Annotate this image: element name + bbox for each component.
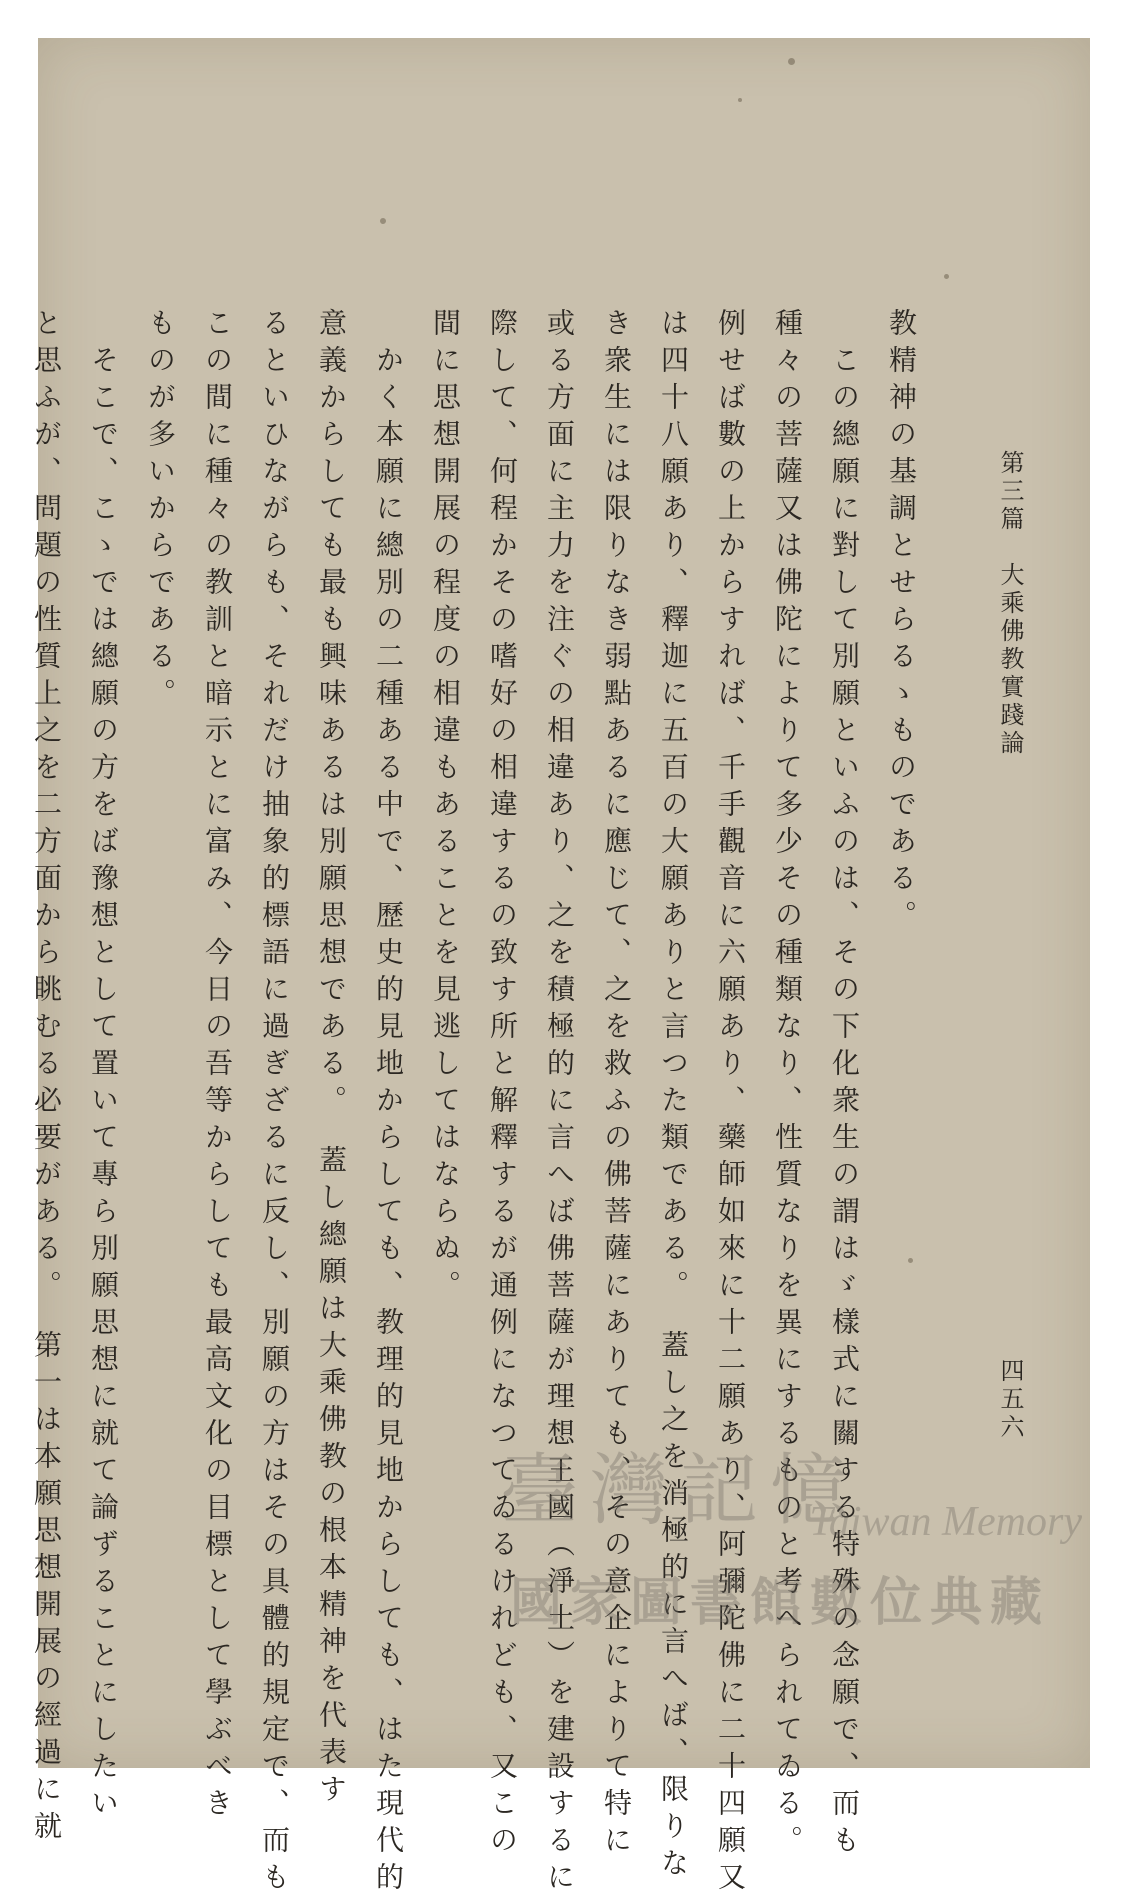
text-line: そこで、こゝでは總願の方をば豫想として置いて專ら別願思想に就て論ずることにしたい	[87, 308, 120, 1825]
paper-speck	[380, 218, 386, 224]
paper-speck	[788, 58, 795, 65]
text-line: ものが多いからである。	[144, 308, 177, 715]
text-line: 或る方面に主力を注ぐの相違あり、之を積極的に言へば佛菩薩が理想王國（淨土）を建設するに	[543, 308, 576, 1899]
text-line: この總願に對して別願といふのは、その下化衆生の謂はゞ樣式に關する特殊の念願で、而も	[828, 308, 861, 1862]
text-line: るといひながらも、それだけ抽象的標語に過ぎざるに反し、別願の方はその具體的規定で、而も	[258, 308, 291, 1899]
text-line: この間に種々の教訓と暗示とに富み、今日の吾等からしても最高文化の目標として學ぶべき	[201, 308, 234, 1825]
main-body-text	[18, 308, 930, 1899]
text-line: 際して、何程かその嗜好の相違するの致す所と解釋するが通例になつてゐるけれども、又この	[486, 308, 519, 1862]
watermark-institution: 國家圖書館數位典藏	[510, 1574, 1051, 1632]
paper-speck	[944, 274, 949, 279]
text-line: 間に思想開展の程度の相違もあることを見逃してはならぬ。	[429, 308, 462, 1307]
running-header: 第三篇 大乘佛教實踐論	[996, 450, 1024, 758]
text-line: 例せば數の上からすれば、千手觀音に六願あり、藥師如來に十二願あり、阿彌陀佛に二十四願又	[714, 308, 747, 1899]
watermark-english: Taiwan Memory	[809, 1499, 1082, 1545]
page-number: 四五六	[996, 1358, 1024, 1442]
watermark-title: 臺灣記憶	[500, 1446, 861, 1536]
scanned-book-page	[30, 38, 1090, 1899]
text-line: 種々の菩薩又は佛陀によりて多少その種類なり、性質なりを異にするものと考へられてゐる。	[771, 308, 804, 1862]
text-line: 意義からしても最も興味あるは別願思想である。 蓋し總願は大乘佛教の根本精神を代表す	[315, 308, 348, 1811]
paper-speck	[738, 98, 742, 102]
text-line: は四十八願あり、釋迦に五百の大願ありと言つた類である。 蓋し之を消極的に言へば、限りな	[657, 308, 690, 1885]
text-line: 教精神の基調とせらるゝものである。	[885, 308, 918, 937]
text-line: かく本願に總別の二種ある中で、歷史的見地からしても、教理的見地からしても、はた現代的	[372, 308, 405, 1899]
text-line: き衆生には限りなき弱點あるに應じて、之を救ふの佛菩薩にありても、その意企によりて特に	[600, 308, 633, 1862]
text-line: と思ふが、問題の性質上之を二方面から眺むる必要がある。 第一は本願思想開展の經過に就	[30, 308, 63, 1848]
